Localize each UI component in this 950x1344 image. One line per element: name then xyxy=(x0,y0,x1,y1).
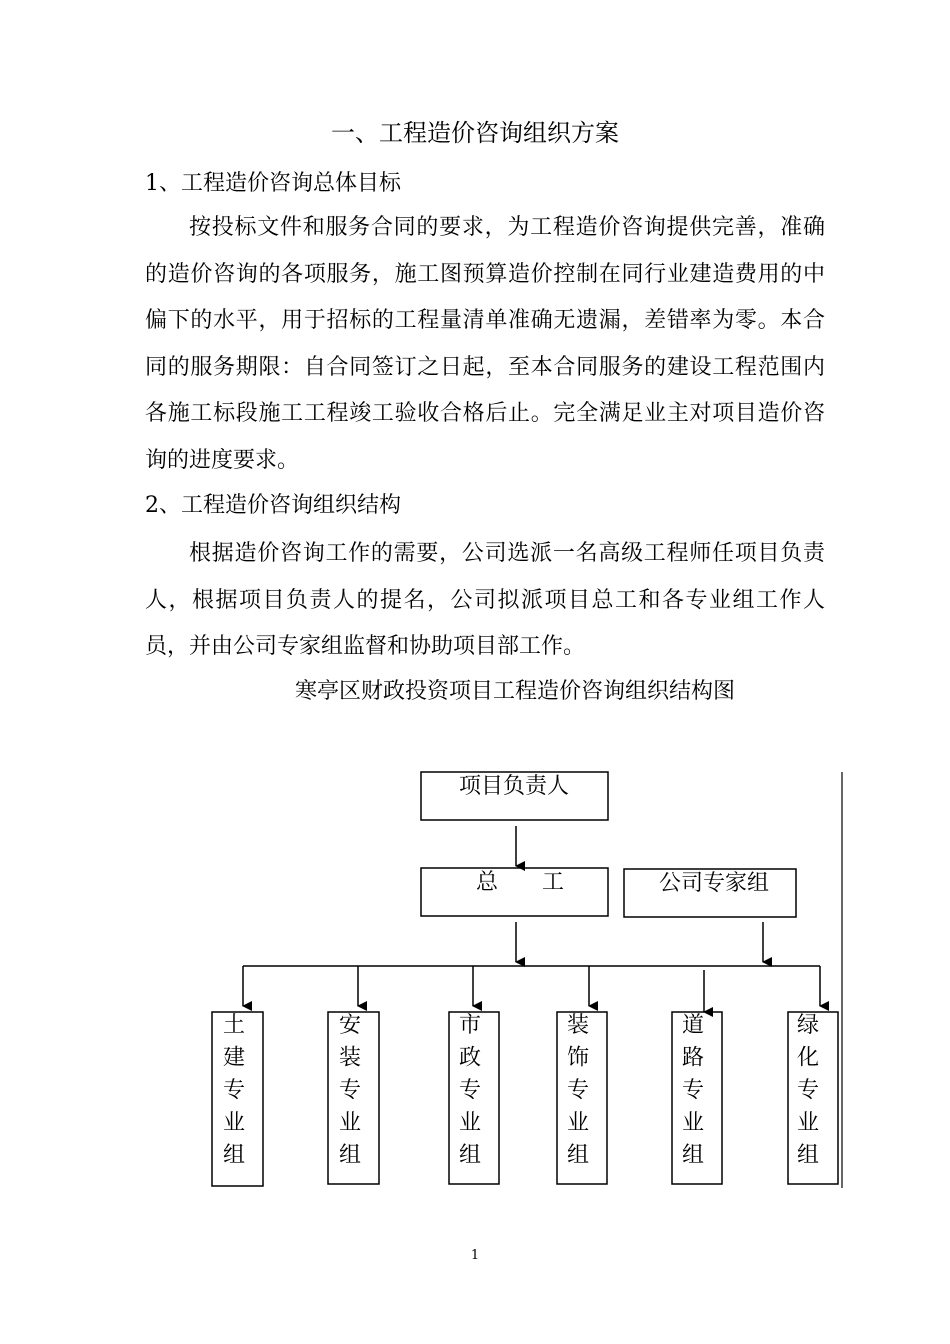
group-label: 土建专业组 xyxy=(222,1013,246,1168)
leader-label: 项目负责人 xyxy=(458,774,570,799)
group-label: 装饰专业组 xyxy=(566,1013,590,1168)
group-label: 市政专业组 xyxy=(458,1013,482,1168)
expert-group-box xyxy=(624,869,796,917)
group-box-greening xyxy=(788,1012,838,1184)
paragraph-org-structure: 根据造价咨询工作的需要，公司选派一名高级工程师任项目负责人，根据项目负责人的提名，公司拟派项目总工和各专业组工作人员，并由公司专家组监督和协助项目部工作。 xyxy=(145,541,825,659)
chief-engineer-box xyxy=(421,868,608,916)
group-label: 绿化专业组 xyxy=(796,1013,820,1168)
group-box-decoration xyxy=(557,1012,607,1184)
group-label: 安装专业组 xyxy=(338,1013,362,1168)
group-box-road xyxy=(672,1012,722,1184)
group-label: 道路专业组 xyxy=(681,1013,705,1168)
section-heading-overall-goal: 1、工程造价咨询总体目标 xyxy=(145,171,401,196)
page-title: 一、工程造价咨询组织方案 xyxy=(331,119,619,147)
paragraph-overall-goal: 按投标文件和服务合同的要求，为工程造价咨询提供完善，准确的造价咨询的各项服务，施工图预算造价控制在同行业建造费用的中偏下的水平，用于招标的工程量清单准确无遗漏，差错率为零。本合同的服务期限：自合同签订之日起，至本合同服务的建设工程范围内各施工标段施工工程竣工验收合格后止。完全满足业主对项目造价咨询的进度要求。 xyxy=(145,215,825,473)
group-box-installation xyxy=(328,1012,379,1184)
group-box-civil xyxy=(212,1012,263,1186)
chief-engineer-label: 总 工 xyxy=(475,870,565,895)
expert-group-label: 公司专家组 xyxy=(658,871,770,896)
group-box-municipal xyxy=(449,1012,499,1184)
leader-box xyxy=(421,772,608,820)
org-chart-caption: 寒亭区财政投资项目工程造价咨询组织结构图 xyxy=(294,679,735,704)
section-heading-org-structure: 2、工程造价咨询组织结构 xyxy=(145,493,401,518)
page-number: 1 xyxy=(470,1248,480,1263)
